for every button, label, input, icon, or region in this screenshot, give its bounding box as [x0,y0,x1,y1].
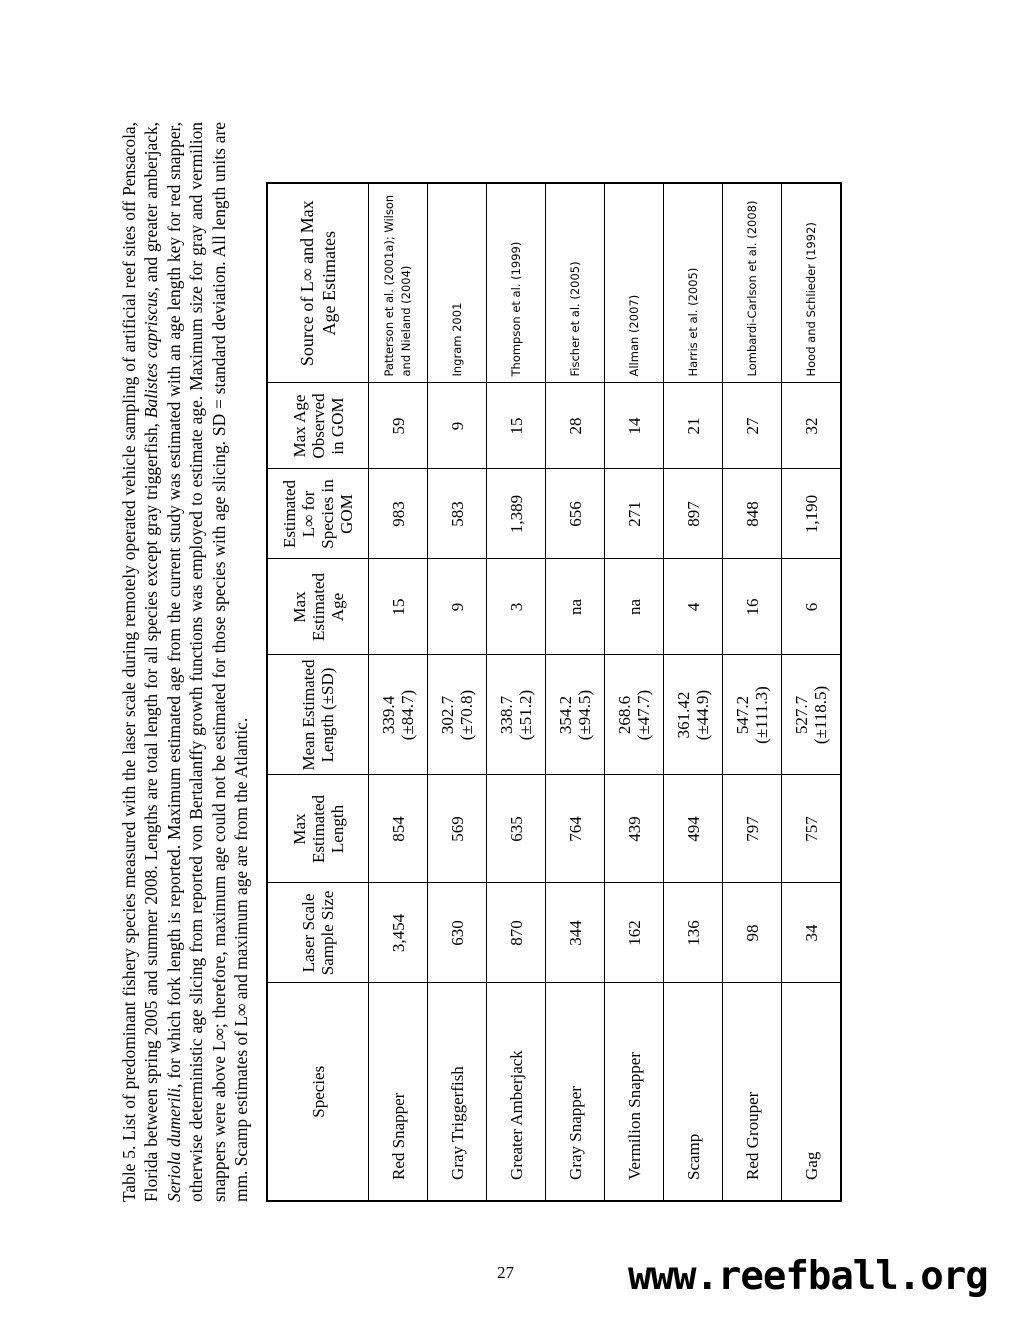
cell-species: Scamp [664,983,723,1201]
cell-sample-size: 344 [546,883,605,983]
cell-max-age-observed: 9 [428,383,487,469]
cell-max-length: 439 [605,775,664,883]
cell-source: Thompson et al. (1999) [487,183,546,383]
table-row [664,183,723,1201]
cell-species: Vermilion Snapper [605,983,664,1201]
cell-mean-length: 268.6 (±47.7) [605,655,664,775]
caption-italic-species-2: Seriola dumerili [163,1087,184,1202]
header-max-age: Max Estimated Age [267,559,369,655]
cell-max-length: 569 [428,775,487,883]
cell-sample-size: 98 [723,883,782,983]
cell-l-infinity: 897 [664,469,723,559]
table-row [546,183,605,1201]
table-row [782,183,842,1201]
cell-l-infinity: 1,190 [782,469,842,559]
table-row [723,183,782,1201]
cell-source: Ingram 2001 [428,183,487,383]
cell-sample-size: 136 [664,883,723,983]
cell-mean-length: 361.42 (±44.9) [664,655,723,775]
cell-max-age: 9 [428,559,487,655]
cell-max-age: 3 [487,559,546,655]
cell-l-infinity: 983 [369,469,428,559]
watermark-url: www.reefball.org [628,1254,988,1299]
cell-max-age-observed: 15 [487,383,546,469]
cell-l-infinity: 656 [546,469,605,559]
cell-max-age-observed: 32 [782,383,842,469]
page-number: 27 [497,1263,514,1282]
cell-mean-length: 547.2 (±111.3) [723,655,782,775]
cell-species: Red Snapper [369,983,428,1201]
cell-source: Patterson et al. (2001a); Wilson and Nieland (2004) [369,183,428,383]
cell-l-infinity: 271 [605,469,664,559]
cell-max-age-observed: 21 [664,383,723,469]
cell-max-length: 757 [782,775,842,883]
cell-l-infinity: 583 [428,469,487,559]
cell-sample-size: 630 [428,883,487,983]
cell-max-age: 6 [782,559,842,655]
cell-sample-size: 3,454 [369,883,428,983]
cell-max-age-observed: 28 [546,383,605,469]
cell-species: Gag [782,983,842,1201]
cell-l-infinity: 1,389 [487,469,546,559]
header-max-age-observed: Max Age Observed in GOM [267,383,369,469]
cell-mean-length: 339.4 (±84.7) [369,655,428,775]
cell-mean-length: 338.7 (±51.2) [487,655,546,775]
cell-species: Greater Amberjack [487,983,546,1201]
cell-source: Fischer et al. (2005) [546,183,605,383]
cell-max-age: na [546,559,605,655]
cell-max-age: 4 [664,559,723,655]
cell-species: Gray Triggerfish [428,983,487,1201]
header-max-length: Max Estimated Length [267,775,369,883]
cell-max-length: 635 [487,775,546,883]
cell-max-age: 16 [723,559,782,655]
header-mean-length: Mean Estimated Length (±SD) [267,655,369,775]
table-row [487,183,546,1201]
cell-l-infinity: 848 [723,469,782,559]
table-row [369,183,428,1201]
cell-source: Hood and Schlieder (1992) [782,183,842,383]
header-laser-scale: Laser Scale Sample Size [267,883,369,983]
cell-mean-length: 302.7 (±70.8) [428,655,487,775]
cell-max-age: 15 [369,559,428,655]
cell-max-age-observed: 14 [605,383,664,469]
header-species: Species [267,983,369,1201]
cell-species: Red Grouper [723,983,782,1201]
cell-mean-length: 354.2 (±94.5) [546,655,605,775]
cell-sample-size: 162 [605,883,664,983]
rotated-table-page [118,122,888,1202]
header-l-infinity: Estimated L∞ for Species in GOM [267,469,369,559]
table-caption: Table 5. List of predominant fishery species measured with the laser scale during remotely operated vehicle sampling of artificial reef sites off Pensacola, Florida between spring 2005 and summer 2008. Lengths are total length for all species except gray triggerfish, Balistes capriscus, and greater amberjack, Seriola dumerili, for which fork length is reported. Maximum estimated age from the current study was estimated with an age length key for red snapper, otherwise deterministic age slicing from reported von Bertalanffy growth functions was employed to estimate age. Maximum size for gray and vermilion snappers were above L∞; therefore, maximum age could not be estimated for those species with age slicing. SD = standard deviation. All length units are mm. Scamp estimates of L∞ and maximum age are from the Atlantic. [119,122,252,1202]
cell-sample-size: 870 [487,883,546,983]
species-table [266,182,842,1202]
cell-max-age: na [605,559,664,655]
table-row [605,183,664,1201]
cell-sample-size: 34 [782,883,842,983]
cell-species: Gray Snapper [546,983,605,1201]
table-row [428,183,487,1201]
cell-mean-length: 527.7 (±118.5) [782,655,842,775]
header-source: Source of L∞ and Max Age Estimates [267,183,369,383]
table-header-row [267,183,369,1201]
cell-max-age-observed: 59 [369,383,428,469]
cell-max-length: 854 [369,775,428,883]
cell-source: Allman (2007) [605,183,664,383]
cell-max-length: 494 [664,775,723,883]
cell-max-length: 797 [723,775,782,883]
cell-max-length: 764 [546,775,605,883]
cell-source: Harris et al. (2005) [664,183,723,383]
cell-max-age-observed: 27 [723,383,782,469]
caption-italic-species-1: Balistes capriscus [141,291,162,419]
cell-source: Lombardi-Carlson et al. (2008) [723,183,782,383]
